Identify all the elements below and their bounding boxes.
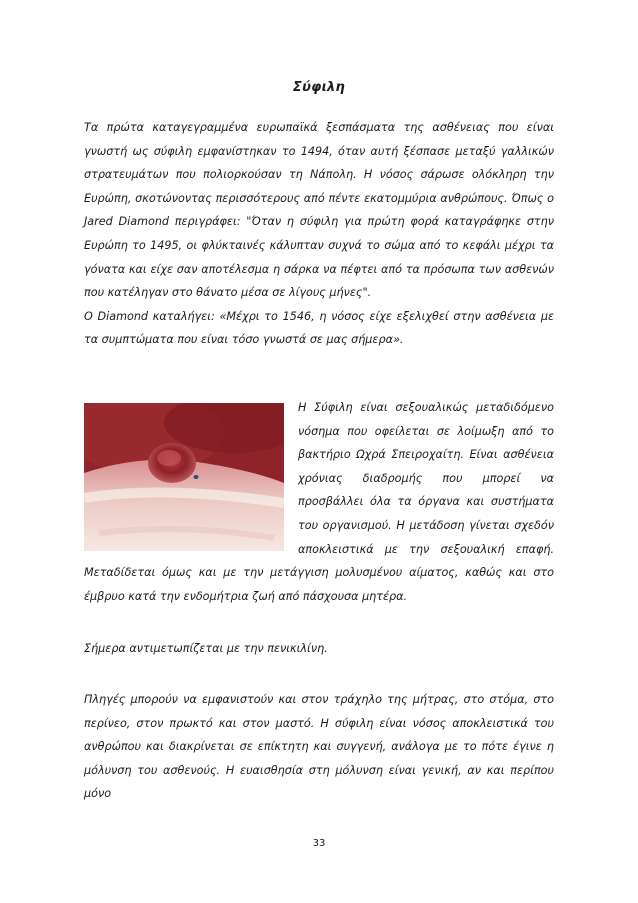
lesions-paragraph: Πληγές μπορούν να εμφανιστούν και στον τράχηλο της μήτρας, στο στόμα, στο περίνεο, στον πρωκτό και στον μαστό. Η σύφιλη είναι νόσος αποκλειστικά του ανθρώπου και διακρίνεται σε επίκτητη και συγγενή, ανάλογα με το πότε έγινε η μόλυνση του ασθενούς. Η ευαισθησία στη μόλυνση είναι γενική, αν και περίπου μόνο [84,693,554,801]
chancre-photo [84,403,284,551]
diamond-conclusion-text: Ο Diamond καταλήγει: «Μέχρι το 1546, η νόσος είχε εξελιχθεί στην ασθένεια με τα συμπτώματα που είναι τόσο γνωστά σε μας σήμερα». [84,309,554,347]
syphilis-description: Η Σύφιλη είναι σεξουαλικώς μεταδιδόμενο νόσημα που οφείλεται σε λοίμωξη από το βακτήριο Ωχρά Σπειροχαίτη. Είναι ασθένεια χρόνιας διαδρομής που μπορεί να προσβάλλει όλα τα όργανα και συστήματα του οργανισμού. Η μετάδοση γίνεται σχεδόν αποκλειστικά με την σεξουαλική επαφή. Μεταδίδεται όμως και με την μετάγγιση μολυσμένου αίματος, καθώς και στο έμβρυο κατά την ενδομήτρια ζωή από πάσχουσα μητέρα. [84,401,554,603]
chancre-photo-illustration [84,403,284,551]
figure-with-text [84,396,554,608]
page-number: 33 [312,838,326,849]
treatment-paragraph: Σήμερα αντιμετωπίζεται με την πενικιλίνη. [84,642,328,655]
intro-text: Τα πρώτα καταγεγραμμένα ευρωπαϊκά ξεσπάσματα της ασθένειας που είναι γνωστή ως σύφιλη εμφανίστηκαν το 1494, όταν αυτή ξέσπασε μεταξύ γαλλικών στρατευμάτων που πολιορκούσαν τη Νάπολη. Η νόσος σάρωσε ολόκληρη την Ευρώπη, σκοτώνοντας περισσότερους από πέντε εκατομμύρια ανθρώπους. Όπως ο Jared Diamond περιγράφει: "Όταν η σύφιλη για πρώτη φορά καταγράφηκε στην Ευρώπη το 1495, οι φλύκταινές κάλυπταν συχνά το σώμα από το κεφάλι μέχρι τα γόνατα και είχε σαν αποτέλεσμα η σάρκα να πέφτει από τα πρόσωπα των ασθενών που κατέληγαν στο θάνατο μέσα σε λίγους μήνες". [84,121,554,300]
page-title: Σύφιλη [292,80,346,95]
intro-paragraph [84,116,554,352]
